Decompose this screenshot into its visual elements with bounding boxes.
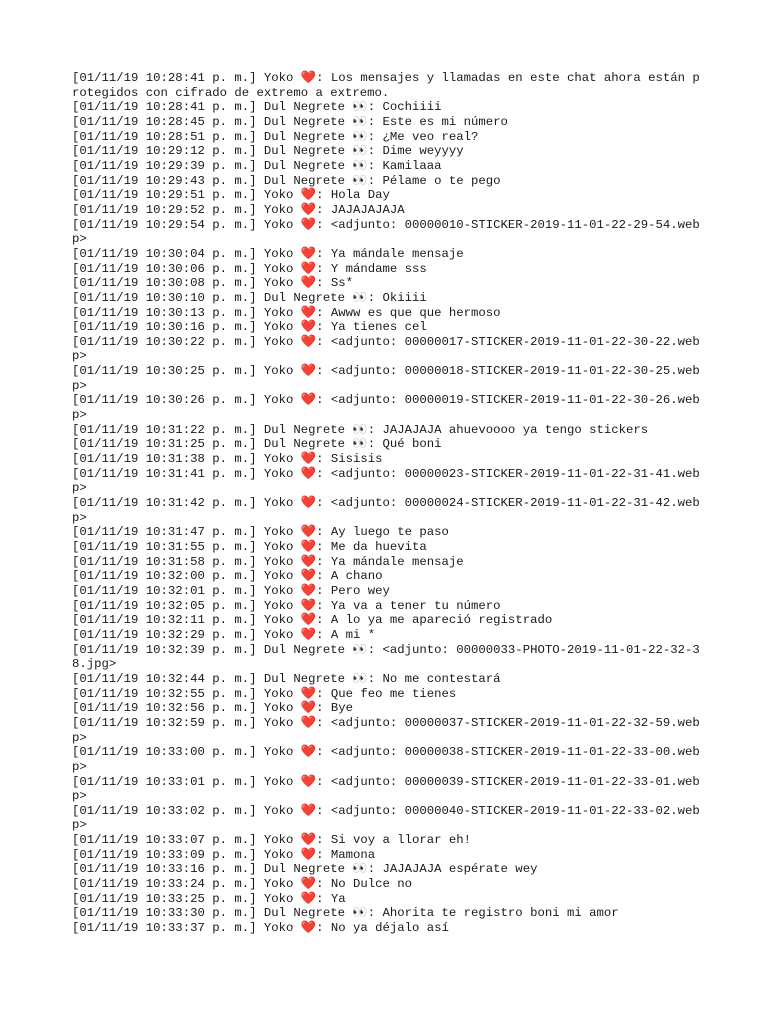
transcript-line: [01/11/19 10:30:10 p. m.] Dul Negrete 👀: Okiiii (72, 290, 427, 305)
transcript-line: [01/11/19 10:30:16 p. m.] Yoko ❤️: Ya tienes cel (72, 320, 427, 335)
transcript-line: [01/11/19 10:31:47 p. m.] Yoko ❤️: Ay luego te paso (72, 525, 449, 540)
transcript-line: [01/11/19 10:29:12 p. m.] Dul Negrete 👀: Dime weyyyy (72, 144, 464, 159)
transcript-line: [01/11/19 10:33:01 p. m.] Yoko ❤️: <adjunto: 00000039-STICKER-2019-11-01-22-33-01.webp> (72, 774, 700, 804)
transcript-line: [01/11/19 10:30:06 p. m.] Yoko ❤️: Y mándame sss (72, 261, 427, 276)
transcript-line: [01/11/19 10:29:52 p. m.] Yoko ❤️: JAJAJAJAJA (72, 202, 405, 217)
transcript-line: [01/11/19 10:31:22 p. m.] Dul Negrete 👀: JAJAJAJA ahuevoooo ya tengo stickers (72, 422, 649, 437)
transcript-line: [01/11/19 10:32:05 p. m.] Yoko ❤️: Ya va a tener tu número (72, 598, 501, 613)
transcript-line: [01/11/19 10:30:25 p. m.] Yoko ❤️: <adjunto: 00000018-STICKER-2019-11-01-22-30-25.webp> (72, 364, 700, 393)
transcript-line: [01/11/19 10:32:59 p. m.] Yoko ❤️: <adjunto: 00000037-STICKER-2019-11-01-22-32-59.webp> (72, 715, 700, 745)
transcript-line: [01/11/19 10:30:13 p. m.] Yoko ❤️: Awww es que que hermoso (72, 305, 501, 320)
transcript-line: [01/11/19 10:32:11 p. m.] Yoko ❤️: A lo ya me apareció registrado (72, 613, 553, 628)
transcript-line: [01/11/19 10:33:07 p. m.] Yoko ❤️: Si voy a llorar eh! (72, 833, 472, 848)
transcript-line: [01/11/19 10:31:38 p. m.] Yoko ❤️: Sisisis (72, 452, 383, 467)
transcript-line: [01/11/19 10:29:39 p. m.] Dul Negrete 👀: Kamilaaa (72, 158, 442, 173)
transcript-line: [01/11/19 10:31:41 p. m.] Yoko ❤️: <adjunto: 00000023-STICKER-2019-11-01-22-31-41.webp> (72, 466, 700, 496)
chat-transcript (72, 71, 702, 936)
transcript-line: [01/11/19 10:32:44 p. m.] Dul Negrete 👀: No me contestará (72, 671, 501, 686)
transcript-line: [01/11/19 10:33:02 p. m.] Yoko ❤️: <adjunto: 00000040-STICKER-2019-11-01-22-33-02.webp> (72, 803, 700, 833)
transcript-line: [01/11/19 10:28:45 p. m.] Dul Negrete 👀: Este es mi número (72, 114, 508, 129)
transcript-line: [01/11/19 10:32:00 p. m.] Yoko ❤️: A chano (72, 569, 383, 584)
transcript-line: [01/11/19 10:31:55 p. m.] Yoko ❤️: Me da huevita (72, 540, 427, 554)
transcript-line: [01/11/19 10:33:16 p. m.] Dul Negrete 👀: JAJAJAJA espérate wey (72, 862, 538, 877)
transcript-line: [01/11/19 10:28:41 p. m.] Dul Negrete 👀: Cochiiii (72, 100, 442, 115)
transcript-line: [01/11/19 10:33:30 p. m.] Dul Negrete 👀: Ahorita te registro boni mi amor (72, 906, 619, 921)
transcript-line: [01/11/19 10:32:56 p. m.] Yoko ❤️: Bye (72, 701, 353, 716)
transcript-line: [01/11/19 10:33:09 p. m.] Yoko ❤️: Mamona (72, 847, 376, 862)
transcript-line: [01/11/19 10:28:51 p. m.] Dul Negrete 👀: ¿Me veo real? (72, 129, 479, 144)
transcript-line: [01/11/19 10:32:29 p. m.] Yoko ❤️: A mi * (72, 627, 376, 642)
transcript-line: [01/11/19 10:30:04 p. m.] Yoko ❤️: Ya mándale mensaje (72, 246, 464, 261)
transcript-line: [01/11/19 10:28:41 p. m.] Yoko ❤️: Los mensajes y llamadas en este chat ahora están protegidos con cifrado de extremo a extremo. (72, 71, 700, 100)
transcript-line: [01/11/19 10:31:42 p. m.] Yoko ❤️: <adjunto: 00000024-STICKER-2019-11-01-22-31-42.webp> (72, 496, 700, 525)
transcript-line: [01/11/19 10:30:22 p. m.] Yoko ❤️: <adjunto: 00000017-STICKER-2019-11-01-22-30-22.webp> (72, 334, 700, 364)
transcript-line: [01/11/19 10:31:25 p. m.] Dul Negrete 👀: Qué boni (72, 437, 442, 452)
transcript-line: [01/11/19 10:32:39 p. m.] Dul Negrete 👀: <adjunto: 00000033-PHOTO-2019-11-01-22-32-38.jpg> (72, 642, 700, 672)
transcript-line: [01/11/19 10:32:01 p. m.] Yoko ❤️: Pero wey (72, 583, 390, 598)
transcript-line: [01/11/19 10:33:24 p. m.] Yoko ❤️: No Dulce no (72, 877, 413, 892)
transcript-line: [01/11/19 10:31:58 p. m.] Yoko ❤️: Ya mándale mensaje (72, 554, 464, 569)
transcript-line: [01/11/19 10:29:54 p. m.] Yoko ❤️: <adjunto: 00000010-STICKER-2019-11-01-22-29-54.webp> (72, 217, 700, 247)
transcript-line: [01/11/19 10:33:37 p. m.] Yoko ❤️: No ya déjalo así (72, 921, 449, 936)
transcript-line: [01/11/19 10:33:00 p. m.] Yoko ❤️: <adjunto: 00000038-STICKER-2019-11-01-22-33-00.webp> (72, 745, 700, 774)
transcript-line: [01/11/19 10:29:43 p. m.] Dul Negrete 👀: Pélame o te pego (72, 173, 501, 188)
transcript-line: [01/11/19 10:30:26 p. m.] Yoko ❤️: <adjunto: 00000019-STICKER-2019-11-01-22-30-26.webp> (72, 393, 700, 423)
transcript-line: [01/11/19 10:32:55 p. m.] Yoko ❤️: Que feo me tienes (72, 686, 457, 701)
transcript-line: [01/11/19 10:33:25 p. m.] Yoko ❤️: Ya (72, 891, 346, 906)
transcript-line: [01/11/19 10:30:08 p. m.] Yoko ❤️: Ss* (72, 276, 353, 291)
transcript-line: [01/11/19 10:29:51 p. m.] Yoko ❤️: Hola Day (72, 188, 390, 203)
